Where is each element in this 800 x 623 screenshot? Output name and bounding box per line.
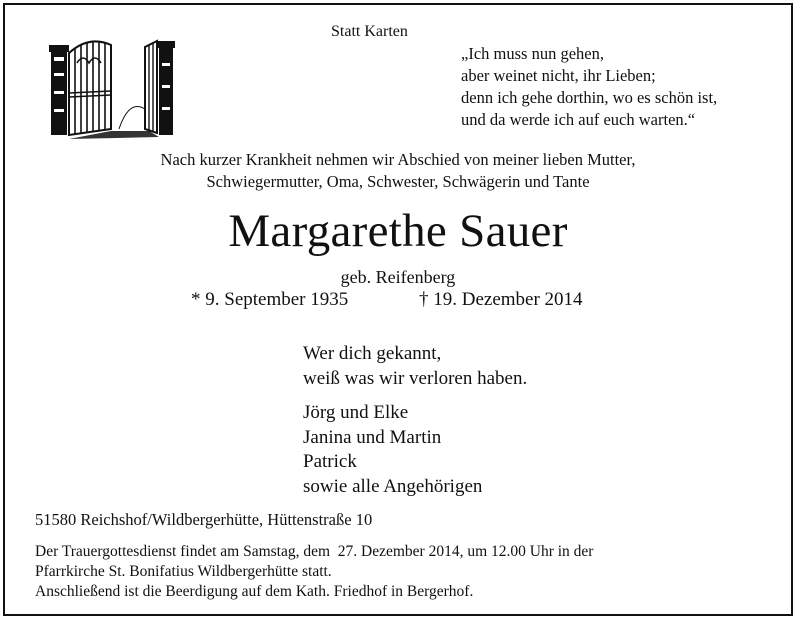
intro-text (5, 149, 791, 193)
intro-line: Schwiegermutter, Oma, Schwester, Schwägerin und Tante (206, 172, 590, 191)
obituary-notice (3, 3, 793, 616)
motto-line: Wer dich gekannt, (303, 343, 442, 364)
address: 51580 Reichshof/Wildbergerhütte, Hüttenstraße 10 (35, 510, 373, 529)
open-gate-icon (49, 33, 177, 141)
birth-name: geb. Reifenberg (340, 267, 456, 287)
quote (461, 43, 717, 131)
quote-line: und da werde ich auf euch warten.“ (461, 110, 696, 129)
quote-line: „Ich muss nun gehen, (461, 44, 604, 63)
family-line: Janina und Martin (303, 426, 442, 448)
family-list (303, 401, 482, 499)
service-line: Pfarrkirche St. Bonifatius Wildbergerhütte statt. (35, 563, 332, 580)
family-line: Patrick (303, 451, 357, 472)
death-date: † 19. Dezember 2014 (419, 289, 583, 310)
deceased-name: Margarethe Sauer (228, 205, 568, 257)
service-line: Anschließend ist die Beerdigung auf dem Kath. Friedhof in Bergerhof. (35, 583, 474, 600)
motto-line: weiß was wir verloren haben. (303, 368, 528, 389)
family-line: Jörg und Elke (303, 402, 409, 423)
motto (303, 341, 527, 391)
quote-line: aber weinet nicht, ihr Lieben; (461, 66, 656, 85)
quote-line: denn ich gehe dorthin, wo es schön ist, (461, 88, 718, 107)
intro-line: Nach kurzer Krankheit nehmen wir Abschied von meiner lieben Mutter, (160, 150, 636, 169)
service-info (35, 542, 593, 602)
service-line: Der Trauergottesdienst findet am Samstag, dem 27. Dezember 2014, um 12.00 Uhr in der (35, 543, 594, 560)
statt-karten-label: Statt Karten (331, 23, 408, 40)
family-line: sowie alle Angehörigen (303, 475, 483, 497)
birth-date: * 9. September 1935 (191, 289, 349, 310)
